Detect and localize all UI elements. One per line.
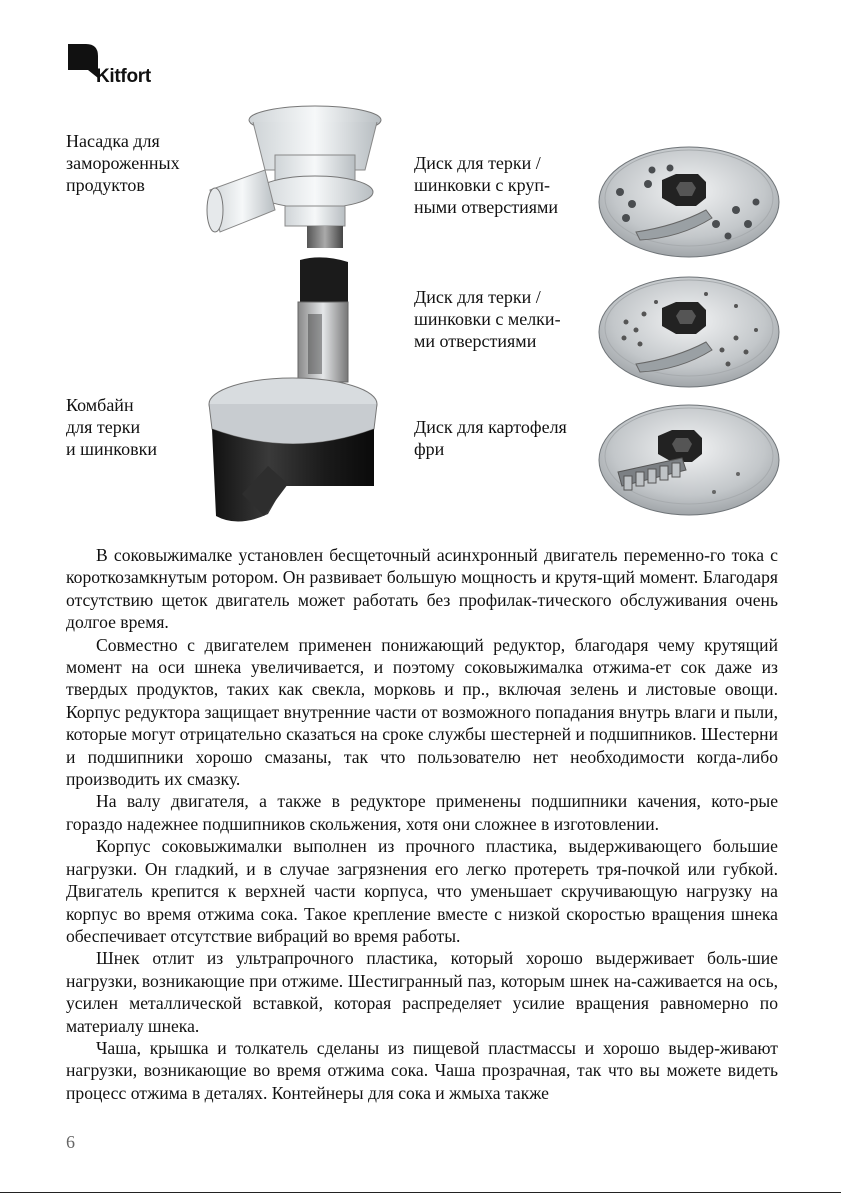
paragraph: Корпус соковыжималки выполнен из прочного пластика, выдерживающего большие нагрузки. Он гладкий, и в случае загрязнения его легко протереть тря-почкой или губкой. Двигатель крепится к верхней части корпуса, что уменьшает скручивающую нагрузку на корпус во время отжима сока. Такое крепление вместе с низкой скоростью вращения шнека обеспечивает отсутствие вибраций во время работы. bbox=[66, 836, 778, 946]
frozen-attachment-image bbox=[205, 100, 390, 250]
bottom-rule bbox=[0, 1192, 841, 1193]
caption-disk-fries: Диск для картофеля фри bbox=[414, 417, 567, 459]
brand-name: Kitfort bbox=[96, 66, 151, 87]
caption-frozen-attachment: Насадка для замороженных продуктов bbox=[66, 131, 180, 195]
caption-disk-fine: Диск для терки / шинковки с мелки- ми отверстиями bbox=[414, 287, 561, 351]
page-number: 6 bbox=[66, 1132, 75, 1152]
caption-combine: Комбайн для терки и шинковки bbox=[66, 395, 157, 459]
disk-fries-image bbox=[596, 400, 782, 520]
paragraph: Совместно с двигателем применен понижающий редуктор, благодаря чему крутящий момент на оси шнека увеличивается, и поэтому соковыжималка отжима-ет сок даже из твердых продуктов, таких как свекла, морковь и пр., включая зелень и листовые овощи. Корпус редуктора защищает внутренние части от возможного попадания внутрь влаги и пыли, которые могут отрицательно сказаться на сроке службы шестерней и подшипников. Шестерни и подшипники хорошо смазаны, так что пользователю нет необходимости когда-либо производить их смазку. bbox=[66, 634, 778, 790]
paragraph: В соковыжималке установлен бесщеточный асинхронный двигатель переменно-го тока с короткозамкнутым ротором. Он развивает большую мощность и крутя-щий момент. Благодаря отсутствию щеток двигатель может работать без профилак-тического обслуживания очень долгое время. bbox=[66, 545, 778, 633]
paragraph: На валу двигателя, а также в редукторе применены подшипники качения, кото-рые гораздо надежнее подшипников скольжения, хотя они сложнее в изготовлении. bbox=[66, 791, 778, 834]
paragraph: Чаша, крышка и толкатель сделаны из пищевой пластмассы и хорошо выдер-живают нагрузки, возникающие во время отжима сока. Чаша прозрачная, так что вы можете видеть процесс отжима в деталях. Контейнеры для сока и жмыха также bbox=[66, 1037, 778, 1103]
disk-fine-image bbox=[596, 272, 782, 392]
paragraph: Шнек отлит из ультрапрочного пластика, который хорошо выдерживает боль-шие нагрузки, возникающие при отжиме. Шестигранный паз, которым шнек на-саживается на ось, усилен металлической вставкой, которая распределяет усилие вращения равномерно по материалу шнека. bbox=[66, 948, 778, 1036]
disk-coarse-image bbox=[596, 140, 782, 260]
combine-image bbox=[198, 254, 388, 528]
body-text bbox=[66, 544, 778, 1104]
caption-disk-coarse: Диск для терки / шинковки с круп- ными отверстиями bbox=[414, 153, 559, 217]
